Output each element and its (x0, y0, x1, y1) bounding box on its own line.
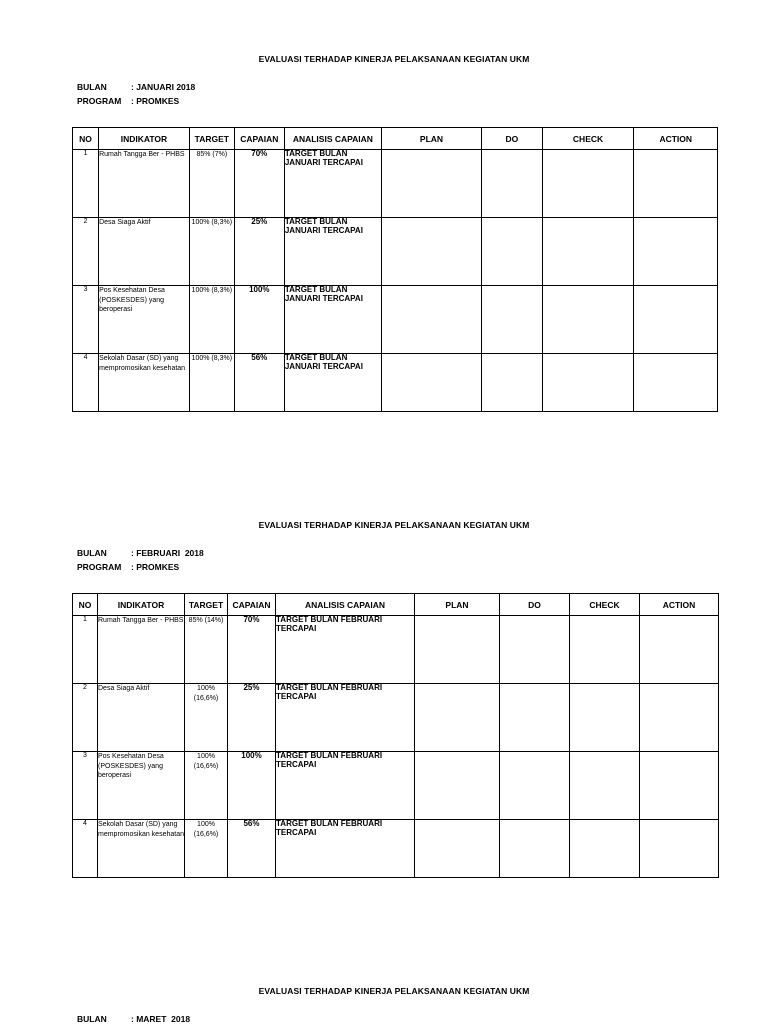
section-meta (77, 80, 195, 108)
cell-no: 1 (73, 150, 99, 218)
header-check: CHECK (570, 594, 640, 616)
cell-action (640, 616, 719, 684)
bulan-value: : FEBRUARI 2018 (131, 548, 204, 558)
cell-capaian: 100% (234, 286, 284, 354)
cell-plan (415, 616, 500, 684)
program-value: : PROMKES (131, 96, 180, 106)
evaluation-table (72, 127, 718, 412)
header-indikator: INDIKATOR (99, 128, 190, 150)
cell-target: 100% (16,6%) (185, 684, 228, 752)
cell-action (634, 218, 718, 286)
cell-analisis (276, 820, 415, 878)
cell-plan (381, 286, 481, 354)
bulan-value: : MARET 2018 (131, 1014, 191, 1024)
cell-plan (381, 218, 481, 286)
cell-indikator: Desa Siaga Aktif (98, 684, 185, 752)
analisis-text: TARGET BULAN FEBRUARI TERCAPAI (276, 683, 383, 701)
table-row (73, 150, 718, 218)
cell-check (542, 354, 634, 412)
section-title: EVALUASI TERHADAP KINERJA PELAKSANAAN KEGIATAN UKM (258, 54, 530, 64)
cell-capaian: 25% (234, 218, 284, 286)
cell-analisis (284, 354, 381, 412)
cell-do (482, 354, 543, 412)
cell-plan (415, 752, 500, 820)
cell-action (634, 286, 718, 354)
cell-target: 100% (16,6%) (185, 752, 228, 820)
header-capaian: CAPAIAN (234, 128, 284, 150)
cell-plan (415, 820, 500, 878)
header-target: TARGET (185, 594, 228, 616)
cell-target: 85% (7%) (189, 150, 234, 218)
cell-indikator: Sekolah Dasar (SD) yang mempromosikan kesehatan (98, 820, 185, 878)
header-capaian: CAPAIAN (228, 594, 276, 616)
cell-indikator: Pos Kesehatan Desa (POSKESDES) yang beroperasi (99, 286, 190, 354)
cell-check (542, 150, 634, 218)
cell-do (500, 820, 570, 878)
cell-indikator: Sekolah Dasar (SD) yang mempromosikan kesehatan (99, 354, 190, 412)
cell-target: 100% (16,6%) (185, 820, 228, 878)
table-header-row (73, 128, 718, 150)
header-target: TARGET (189, 128, 234, 150)
cell-do (500, 684, 570, 752)
cell-indikator: Rumah Tangga Ber - PHBS (99, 150, 190, 218)
table-header-row (73, 594, 719, 616)
cell-do (500, 616, 570, 684)
cell-plan (381, 150, 481, 218)
header-do: DO (500, 594, 570, 616)
cell-no: 2 (73, 218, 99, 286)
section-title: EVALUASI TERHADAP KINERJA PELAKSANAAN KEGIATAN UKM (258, 986, 530, 996)
cell-analisis (284, 218, 381, 286)
cell-capaian: 70% (234, 150, 284, 218)
analisis-text: TARGET BULAN FEBRUARI TERCAPAI (276, 615, 383, 633)
cell-check (570, 616, 640, 684)
cell-analisis (276, 752, 415, 820)
header-no: NO (73, 128, 99, 150)
analisis-text: TARGET BULAN JANUARI TERCAPAI (284, 149, 363, 167)
cell-check (570, 820, 640, 878)
cell-action (640, 752, 719, 820)
cell-no: 1 (73, 616, 98, 684)
analisis-text: TARGET BULAN JANUARI TERCAPAI (284, 217, 363, 235)
cell-capaian: 70% (228, 616, 276, 684)
cell-capaian: 56% (228, 820, 276, 878)
cell-plan (415, 684, 500, 752)
cell-indikator: Pos Kesehatan Desa (POSKESDES) yang beroperasi (98, 752, 185, 820)
analisis-text: TARGET BULAN JANUARI TERCAPAI (284, 353, 363, 371)
program-value: : PROMKES (131, 562, 180, 572)
cell-action (634, 354, 718, 412)
header-analisis: ANALISIS CAPAIAN (276, 594, 415, 616)
header-action: ACTION (640, 594, 719, 616)
cell-capaian: 100% (228, 752, 276, 820)
cell-do (482, 150, 543, 218)
analisis-text: TARGET BULAN FEBRUARI TERCAPAI (276, 751, 383, 769)
cell-no: 3 (73, 752, 98, 820)
cell-check (542, 286, 634, 354)
bulan-value: : JANUARI 2018 (131, 82, 196, 92)
header-action: ACTION (634, 128, 718, 150)
header-no: NO (73, 594, 98, 616)
cell-no: 2 (73, 684, 98, 752)
table-row (73, 752, 719, 820)
program-label: PROGRAM (77, 96, 122, 106)
table-row (73, 286, 718, 354)
cell-do (500, 752, 570, 820)
analisis-text: TARGET BULAN FEBRUARI TERCAPAI (276, 819, 383, 837)
cell-check (542, 218, 634, 286)
table-row (73, 616, 719, 684)
bulan-label: BULAN (77, 82, 107, 92)
cell-analisis (276, 616, 415, 684)
cell-target: 100% (8,3%) (189, 354, 234, 412)
table-row (73, 684, 719, 752)
cell-no: 4 (73, 820, 98, 878)
table-row (73, 218, 718, 286)
program-label: PROGRAM (77, 562, 122, 572)
header-plan: PLAN (415, 594, 500, 616)
cell-action (640, 684, 719, 752)
cell-indikator: Desa Siaga Aktif (99, 218, 190, 286)
cell-no: 4 (73, 354, 99, 412)
section-meta (77, 546, 204, 574)
cell-analisis (284, 286, 381, 354)
cell-capaian: 25% (228, 684, 276, 752)
cell-action (634, 150, 718, 218)
bulan-label: BULAN (77, 1014, 107, 1024)
cell-target: 85% (14%) (185, 616, 228, 684)
cell-check (570, 684, 640, 752)
cell-action (640, 820, 719, 878)
header-analisis: ANALISIS CAPAIAN (284, 128, 381, 150)
header-indikator: INDIKATOR (98, 594, 185, 616)
cell-capaian: 56% (234, 354, 284, 412)
cell-do (482, 286, 543, 354)
cell-no: 3 (73, 286, 99, 354)
cell-target: 100% (8,3%) (189, 218, 234, 286)
header-plan: PLAN (381, 128, 481, 150)
cell-target: 100% (8,3%) (189, 286, 234, 354)
cell-check (570, 752, 640, 820)
bulan-label: BULAN (77, 548, 107, 558)
evaluation-table (72, 593, 719, 878)
cell-analisis (276, 684, 415, 752)
section-title: EVALUASI TERHADAP KINERJA PELAKSANAAN KEGIATAN UKM (258, 520, 530, 530)
table-row (73, 820, 719, 878)
header-check: CHECK (542, 128, 634, 150)
cell-plan (381, 354, 481, 412)
analisis-text: TARGET BULAN JANUARI TERCAPAI (284, 285, 363, 303)
cell-do (482, 218, 543, 286)
header-do: DO (482, 128, 543, 150)
cell-analisis (284, 150, 381, 218)
cell-indikator: Rumah Tangga Ber - PHBS (98, 616, 185, 684)
table-row (73, 354, 718, 412)
